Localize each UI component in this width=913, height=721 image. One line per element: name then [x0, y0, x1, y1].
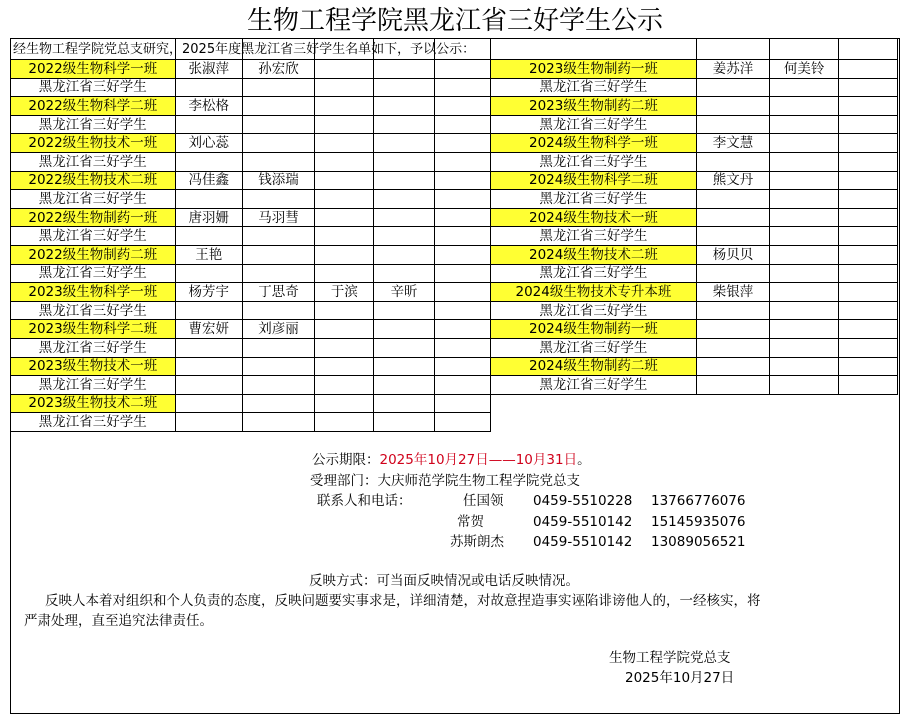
student-name-cell: 辛昕 — [374, 283, 434, 302]
student-name-cell: 杨芳宇 — [175, 283, 242, 302]
honor-cell: 黑龙江省三好学生 — [11, 301, 176, 320]
period-end: 。 — [577, 452, 591, 468]
contact-phone: 0459-5510228 — [533, 493, 633, 509]
blank-cell — [374, 320, 434, 339]
blank-cell — [434, 376, 490, 395]
blank-cell — [697, 97, 769, 116]
student-name-cell: 何美铃 — [769, 60, 839, 79]
class-name-cell: 2024级生物科学一班 — [490, 134, 697, 153]
blank-cell — [434, 115, 490, 134]
blank-cell — [839, 320, 898, 339]
honor-cell: 黑龙江省三好学生 — [11, 338, 176, 357]
contact-mobile: 13089056521 — [651, 534, 746, 550]
blank-cell — [697, 338, 769, 357]
blank-cell — [434, 338, 490, 357]
blank-cell — [315, 134, 374, 153]
method-line: 反映方式：可当面反映情况或电话反映情况。 — [309, 573, 579, 589]
class-row — [11, 134, 898, 153]
dept-line: 受理部门：大庆师范学院生物工程学院党总支 — [310, 473, 580, 489]
class-row — [11, 245, 898, 264]
blank-cell — [697, 376, 769, 395]
student-name-cell: 张淑萍 — [175, 60, 242, 79]
blank-cell — [769, 134, 839, 153]
contact-name: 常贺 — [457, 514, 484, 530]
class-row — [11, 171, 898, 190]
honor-cell: 黑龙江省三好学生 — [11, 115, 176, 134]
blank-cell — [315, 301, 374, 320]
honor-cell: 黑龙江省三好学生 — [11, 190, 176, 209]
honor-table — [10, 39, 898, 432]
blank-cell — [374, 394, 434, 413]
blank-cell — [242, 394, 314, 413]
class-name-cell: 2024级生物技术二班 — [490, 245, 697, 264]
student-name-cell: 刘心蕊 — [175, 134, 242, 153]
blank-cell — [769, 115, 839, 134]
blank-cell — [697, 320, 769, 339]
blank-cell — [839, 338, 898, 357]
blank-cell — [315, 39, 374, 60]
student-name-cell: 王艳 — [175, 245, 242, 264]
page-title: 生物工程学院黑龙江省三好学生公示 — [246, 6, 663, 36]
blank-cell — [175, 78, 242, 97]
honor-cell: 黑龙江省三好学生 — [490, 190, 697, 209]
blank-cell — [434, 190, 490, 209]
class-name-cell: 2022级生物科学二班 — [11, 97, 176, 116]
honor-cell: 黑龙江省三好学生 — [11, 78, 176, 97]
class-row — [11, 60, 898, 79]
blank-cell — [434, 394, 490, 413]
student-name-cell: 钱添瑞 — [242, 171, 314, 190]
blank-cell — [697, 357, 769, 376]
blank-cell — [315, 208, 374, 227]
blank-cell — [315, 320, 374, 339]
blank-cell — [175, 152, 242, 171]
blank-cell — [242, 301, 314, 320]
class-name-cell: 2024级生物技术一班 — [490, 208, 697, 227]
student-name-cell: 熊文丹 — [697, 171, 769, 190]
class-name-cell: 2024级生物技术专升本班 — [490, 283, 697, 302]
honor-row — [11, 301, 898, 320]
class-name-cell: 2023级生物技术二班 — [11, 394, 176, 413]
blank-cell — [175, 227, 242, 246]
blank-cell — [374, 338, 434, 357]
blank-cell — [242, 115, 314, 134]
blank-cell — [490, 413, 697, 432]
blank-cell — [242, 227, 314, 246]
blank-cell — [315, 152, 374, 171]
contact-mobile: 15145935076 — [651, 514, 746, 530]
blank-cell — [839, 413, 898, 432]
blank-cell — [490, 394, 697, 413]
contact-row — [457, 510, 745, 530]
blank-cell — [839, 60, 898, 79]
honor-cell: 黑龙江省三好学生 — [490, 264, 697, 283]
blank-cell — [374, 357, 434, 376]
class-name-cell: 2022级生物技术二班 — [11, 171, 176, 190]
blank-cell — [769, 376, 839, 395]
student-name-cell: 柴银萍 — [697, 283, 769, 302]
student-name-cell: 刘彦丽 — [242, 320, 314, 339]
blank-cell — [697, 413, 769, 432]
blank-cell — [839, 376, 898, 395]
blank-cell — [697, 394, 769, 413]
blank-cell — [374, 376, 434, 395]
blank-cell — [839, 134, 898, 153]
blank-cell — [175, 190, 242, 209]
blank-cell — [374, 60, 434, 79]
contact-name: 任国领 — [463, 493, 504, 509]
blank-cell — [374, 208, 434, 227]
blank-cell — [175, 39, 242, 60]
blank-cell — [434, 301, 490, 320]
blank-cell — [374, 78, 434, 97]
blank-cell — [697, 78, 769, 97]
class-row — [11, 97, 898, 116]
blank-cell — [490, 39, 697, 60]
honor-cell: 黑龙江省三好学生 — [11, 413, 176, 432]
blank-cell — [769, 338, 839, 357]
honor-row — [11, 338, 898, 357]
notice-sheet — [10, 38, 900, 714]
blank-cell — [769, 264, 839, 283]
blank-cell — [434, 208, 490, 227]
blank-cell — [769, 245, 839, 264]
blank-cell — [315, 394, 374, 413]
honor-cell: 黑龙江省三好学生 — [490, 227, 697, 246]
blank-cell — [839, 245, 898, 264]
blank-cell — [697, 190, 769, 209]
blank-cell — [315, 264, 374, 283]
blank-cell — [769, 283, 839, 302]
blank-cell — [315, 78, 374, 97]
blank-cell — [434, 320, 490, 339]
blank-cell — [242, 264, 314, 283]
warning-line-1: 反映人本着对组织和个人负责的态度，反映问题要实事求是，详细清楚，对故意捏造事实诬陷诽谤他人的，一经核实，将 — [45, 593, 761, 609]
honor-cell: 黑龙江省三好学生 — [490, 152, 697, 171]
honor-row — [11, 190, 898, 209]
blank-cell — [374, 301, 434, 320]
blank-cell — [697, 264, 769, 283]
blank-cell — [769, 320, 839, 339]
blank-cell — [315, 376, 374, 395]
blank-cell — [434, 134, 490, 153]
blank-cell — [242, 338, 314, 357]
blank-cell — [242, 245, 314, 264]
honor-cell: 黑龙江省三好学生 — [490, 376, 697, 395]
blank-cell — [374, 39, 434, 60]
contact-phone: 0459-5510142 — [533, 514, 633, 530]
blank-cell — [242, 78, 314, 97]
period-line — [312, 448, 591, 468]
blank-cell — [434, 245, 490, 264]
blank-cell — [839, 227, 898, 246]
blank-cell — [374, 264, 434, 283]
blank-cell — [175, 264, 242, 283]
honor-cell: 黑龙江省三好学生 — [11, 227, 176, 246]
blank-cell — [242, 413, 314, 432]
student-name-cell: 孙宏欣 — [242, 60, 314, 79]
blank-cell — [315, 245, 374, 264]
blank-cell — [839, 115, 898, 134]
intro-row — [11, 39, 898, 60]
blank-cell — [697, 152, 769, 171]
blank-cell — [839, 208, 898, 227]
student-name-cell: 李松格 — [175, 97, 242, 116]
class-name-cell: 2023级生物技术一班 — [11, 357, 176, 376]
blank-cell — [175, 376, 242, 395]
blank-cell — [175, 301, 242, 320]
blank-cell — [697, 227, 769, 246]
blank-cell — [434, 97, 490, 116]
blank-cell — [242, 97, 314, 116]
class-row — [11, 283, 898, 302]
class-name-cell: 2024级生物制药二班 — [490, 357, 697, 376]
blank-cell — [315, 413, 374, 432]
class-row — [11, 320, 898, 339]
blank-cell — [374, 190, 434, 209]
blank-cell — [315, 115, 374, 134]
blank-cell — [434, 78, 490, 97]
honor-cell: 黑龙江省三好学生 — [490, 115, 697, 134]
blank-cell — [839, 39, 898, 60]
student-name-cell: 马羽彗 — [242, 208, 314, 227]
class-name-cell: 2024级生物科学二班 — [490, 171, 697, 190]
blank-cell — [769, 394, 839, 413]
class-name-cell: 2023级生物制药二班 — [490, 97, 697, 116]
blank-cell — [315, 190, 374, 209]
blank-cell — [315, 171, 374, 190]
class-row — [11, 357, 898, 376]
blank-cell — [769, 301, 839, 320]
student-name-cell: 唐羽姗 — [175, 208, 242, 227]
blank-cell — [434, 60, 490, 79]
contact-name: 苏斯朗杰 — [450, 534, 504, 550]
blank-cell — [315, 338, 374, 357]
contact-row — [450, 530, 745, 550]
honor-cell: 黑龙江省三好学生 — [11, 152, 176, 171]
honor-cell: 黑龙江省三好学生 — [11, 376, 176, 395]
student-name-cell: 姜苏洋 — [697, 60, 769, 79]
blank-cell — [697, 301, 769, 320]
student-name-cell: 曹宏妍 — [175, 320, 242, 339]
blank-cell — [839, 171, 898, 190]
class-name-cell: 2022级生物制药一班 — [11, 208, 176, 227]
contact-row — [463, 489, 745, 509]
class-row — [11, 208, 898, 227]
blank-cell — [315, 227, 374, 246]
blank-cell — [839, 152, 898, 171]
honor-row — [11, 227, 898, 246]
blank-cell — [434, 283, 490, 302]
student-name-cell: 李文慧 — [697, 134, 769, 153]
class-name-cell: 2023级生物科学一班 — [11, 283, 176, 302]
blank-cell — [697, 208, 769, 227]
warning-line-2: 严肃处理，直至追究法律责任。 — [24, 613, 213, 629]
student-name-cell: 于滨 — [315, 283, 374, 302]
blank-cell — [839, 283, 898, 302]
blank-cell — [242, 152, 314, 171]
sign-date: 2025年10月27日 — [625, 670, 735, 686]
blank-cell — [175, 115, 242, 134]
signer: 生物工程学院党总支 — [609, 650, 731, 666]
blank-cell — [242, 357, 314, 376]
honor-cell: 黑龙江省三好学生 — [490, 338, 697, 357]
blank-cell — [769, 171, 839, 190]
blank-cell — [242, 134, 314, 153]
blank-cell — [374, 115, 434, 134]
blank-cell — [839, 190, 898, 209]
blank-cell — [374, 134, 434, 153]
blank-cell — [839, 97, 898, 116]
intro-text: 经生物工程学院党总支研究，2025年度黑龙江省三好学生名单如下，予以公示： — [13, 42, 476, 57]
honor-row — [11, 115, 898, 134]
blank-cell — [242, 190, 314, 209]
honor-cell: 黑龙江省三好学生 — [490, 301, 697, 320]
blank-cell — [374, 227, 434, 246]
honor-row — [11, 264, 898, 283]
blank-cell — [374, 97, 434, 116]
blank-cell — [697, 39, 769, 60]
blank-cell — [434, 171, 490, 190]
student-name-cell: 杨贝贝 — [697, 245, 769, 264]
blank-cell — [175, 338, 242, 357]
blank-cell — [434, 264, 490, 283]
blank-cell — [315, 97, 374, 116]
blank-cell — [374, 171, 434, 190]
blank-cell — [11, 39, 176, 60]
honor-cell: 黑龙江省三好学生 — [490, 78, 697, 97]
blank-cell — [697, 115, 769, 134]
blank-cell — [374, 413, 434, 432]
contact-phone: 0459-5510142 — [533, 534, 633, 550]
class-name-cell: 2022级生物制药二班 — [11, 245, 176, 264]
honor-row — [11, 78, 898, 97]
honor-row — [11, 376, 898, 395]
blank-cell — [839, 301, 898, 320]
student-name-cell: 冯佳鑫 — [175, 171, 242, 190]
blank-cell — [374, 152, 434, 171]
blank-cell — [839, 264, 898, 283]
student-name-cell: 丁思奇 — [242, 283, 314, 302]
honor-row — [11, 413, 898, 432]
period-label: 公示期限： — [312, 452, 380, 468]
contact-label: 联系人和电话： — [317, 493, 412, 509]
blank-cell — [434, 152, 490, 171]
blank-cell — [769, 39, 839, 60]
blank-cell — [374, 245, 434, 264]
honor-cell: 黑龙江省三好学生 — [11, 264, 176, 283]
blank-cell — [242, 376, 314, 395]
blank-cell — [769, 78, 839, 97]
blank-cell — [175, 357, 242, 376]
blank-cell — [434, 227, 490, 246]
blank-cell — [769, 152, 839, 171]
blank-cell — [769, 227, 839, 246]
blank-cell — [769, 413, 839, 432]
period-value: 2025年10月27日——10月31日 — [379, 452, 578, 468]
blank-cell — [769, 97, 839, 116]
blank-cell — [839, 357, 898, 376]
blank-cell — [434, 413, 490, 432]
blank-cell — [839, 394, 898, 413]
blank-cell — [315, 60, 374, 79]
blank-cell — [769, 190, 839, 209]
blank-cell — [175, 413, 242, 432]
blank-cell — [434, 357, 490, 376]
blank-cell — [434, 39, 490, 60]
honor-row — [11, 152, 898, 171]
class-name-cell: 2022级生物科学一班 — [11, 60, 176, 79]
class-name-cell: 2023级生物科学二班 — [11, 320, 176, 339]
blank-cell — [769, 357, 839, 376]
blank-cell — [315, 357, 374, 376]
class-name-cell: 2023级生物制药一班 — [490, 60, 697, 79]
class-name-cell: 2022级生物技术一班 — [11, 134, 176, 153]
class-row — [11, 394, 898, 413]
blank-cell — [769, 208, 839, 227]
blank-cell — [839, 78, 898, 97]
class-name-cell: 2024级生物制药一班 — [490, 320, 697, 339]
blank-cell — [175, 394, 242, 413]
blank-cell — [242, 39, 314, 60]
contact-mobile: 13766776076 — [651, 493, 746, 509]
